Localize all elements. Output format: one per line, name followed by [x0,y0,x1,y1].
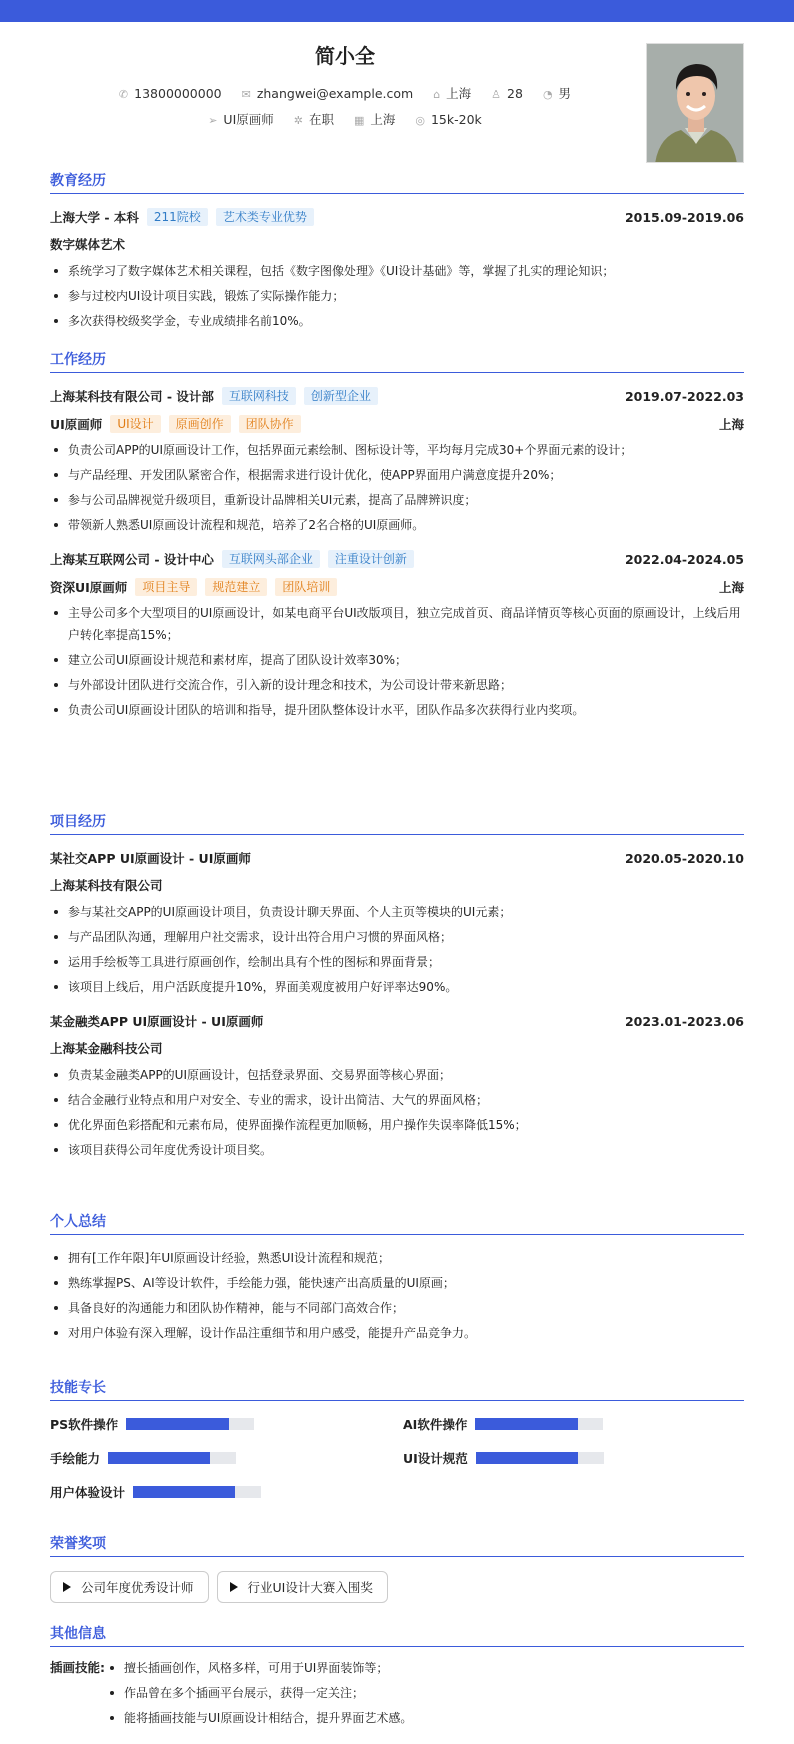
list-item: 拥有[工作年限]年UI原画设计经验，熟悉UI设计流程和规范； [50,1247,744,1269]
project-title: 某社交APP UI原画设计 - UI原画师 [50,851,251,866]
role-tag: 团队协作 [239,415,301,433]
list-item: 能将插画技能与UI原画设计相结合，提升界面艺术感。 [106,1707,744,1729]
work-date: 2022.04-2024.05 [624,551,744,567]
intent-city: ▦ 上海 [353,112,396,127]
skill-item: AI软件操作 [403,1415,603,1433]
project-title: 某金融类APP UI原画设计 - UI原画师 [50,1014,264,1029]
skills-section [50,1379,744,1499]
awards-list [50,1571,744,1603]
work-header-row [50,544,744,574]
contact-phone: ✆ 13800000000 [118,86,222,101]
project-date: 2023.01-2023.06 [624,1013,744,1029]
list-item: 带领新人熟悉UI原画设计流程和规范，培养了2名合格的UI原画师。 [50,514,744,536]
list-item: 主导公司多个大型项目的UI原画设计，如某电商平台UI改版项目，独立完成首页、商品详情页等核心页面的原画设计，上线后用户转化率提高15%； [50,602,744,646]
skills-title: 技能专长 [50,1379,744,1401]
intent-salary: ◎ 15k-20k [415,112,482,127]
company-tag: 注重设计创新 [328,550,414,568]
list-item: 参与某社交APP的UI原画设计项目，负责设计聊天界面、个人主页等模块的UI元素； [50,901,744,923]
awards-title: 荣誉奖项 [50,1535,744,1557]
list-item: 结合金融行业特点和用户对安全、专业的需求，设计出简洁、大气的界面风格； [50,1089,744,1111]
work-title: 工作经历 [50,351,744,373]
project-company: 上海某科技有限公司 [50,878,163,893]
education-section [50,172,744,335]
skill-fill [108,1452,210,1464]
skill-fill [475,1418,577,1430]
summary-bullets [50,1247,744,1344]
other-label: 插画技能: [50,1660,105,1675]
company-tag: 互联网科技 [222,387,296,405]
skill-bar [126,1418,254,1430]
skill-bar [108,1452,236,1464]
role-name: UI原画师 [50,417,103,432]
other-block [50,1657,744,1729]
list-item: 系统学习了数字媒体艺术相关课程，包括《数字图像处理》《UI设计基础》等，掌握了扎实的理论知识； [50,260,744,282]
play-icon [230,1582,238,1592]
role-tag: 项目主导 [135,578,197,596]
top-accent-bar [0,0,794,22]
role-tag: 规范建立 [205,578,267,596]
avatar-illustration [647,44,744,163]
project-bullets [50,1064,744,1161]
candidate-name: 简小全 [315,44,375,68]
mail-icon: ✉ [241,88,251,101]
major: 数字媒体艺术 [50,237,126,252]
list-item: 优化界面色彩搭配和元素布局，使界面操作流程更加顺畅，用户操作失误率降低15%； [50,1114,744,1136]
skill-item: PS软件操作 [50,1415,254,1433]
phone-icon: ✆ [118,88,129,101]
list-item: 与产品团队沟通，理解用户社交需求，设计出符合用户习惯的界面风格； [50,926,744,948]
role-name: 资深UI原画师 [50,580,128,595]
role-tag: 原画创作 [169,415,231,433]
list-item: 与产品经理、开发团队紧密合作，根据需求进行设计优化，使APP界面用户满意度提升20%； [50,464,744,486]
contact-email[interactable]: ✉ zhangwei@example.com [241,86,414,101]
school-name: 上海大学 - 本科 [50,210,139,225]
list-item: 建立公司UI原画设计规范和素材库，提高了团队设计效率30%； [50,649,744,671]
company-tag: 互联网头部企业 [222,550,320,568]
company-tag: 创新型企业 [304,387,378,405]
gender-icon: ◔ [542,88,553,101]
send-icon: ➢ [208,114,218,127]
status-icon: ✲ [293,114,303,127]
building-icon: ▦ [353,114,365,127]
skill-bar [475,1418,603,1430]
work-date: 2019.07-2022.03 [624,388,744,404]
skill-item: UI设计规范 [403,1449,604,1467]
award-chip[interactable]: 行业UI设计大赛入围奖 [217,1571,388,1603]
list-item: 擅长插画创作，风格多样，可用于UI界面装饰等； [106,1657,744,1679]
education-date: 2015.09-2019.06 [624,209,744,225]
list-item: 与外部设计团队进行交流合作，引入新的设计理念和技术，为公司设计带来新思路； [50,674,744,696]
summary-title: 个人总结 [50,1213,744,1235]
role-tag: UI设计 [110,415,160,433]
project-bullets [50,901,744,998]
skill-item: 用户体验设计 [50,1483,261,1501]
list-item: 该项目获得公司年度优秀设计项目奖。 [50,1139,744,1161]
list-item: 作品曾在多个插画平台展示，获得一定关注； [106,1682,744,1704]
skill-bar [476,1452,604,1464]
play-icon [63,1582,71,1592]
projects-title: 项目经历 [50,813,744,835]
list-item: 该项目上线后，用户活跃度提升10%，界面美观度被用户好评率达90%。 [50,976,744,998]
skill-item: 手绘能力 [50,1449,236,1467]
list-item: 多次获得校级奖学金，专业成绩排名前10%。 [50,310,744,332]
home-icon: ⌂ [433,88,441,101]
intent-position: ➢ UI原画师 [208,112,274,127]
contact-age: ♙ 28 [491,86,523,101]
skill-bar [133,1486,261,1498]
salary-icon: ◎ [415,114,425,127]
role-row [50,574,744,600]
contact-city: ⌂ 上海 [433,86,472,101]
list-item: 负责公司UI原画设计团队的培训和指导，提升团队整体设计水平，团队作品多次获得行业内奖项。 [50,699,744,721]
age-icon: ♙ [491,88,502,101]
list-item: 参与公司品牌视觉升级项目，重新设计品牌相关UI元素，提高了品牌辨识度； [50,489,744,511]
intent-status: ✲ 在职 [293,112,334,127]
job-intent-row [50,110,640,128]
education-title: 教育经历 [50,172,744,194]
company-name: 上海某互联网公司 - 设计中心 [50,552,214,567]
company-name: 上海某科技有限公司 - 设计部 [50,389,214,404]
avatar-photo [646,43,744,163]
list-item: 熟练掌握PS、AI等设计软件，手绘能力强，能快速产出高质量的UI原画； [50,1272,744,1294]
summary-section [50,1213,744,1347]
skill-fill [126,1418,228,1430]
other-section [50,1625,744,1732]
work-city: 上海 [718,580,744,595]
other-bullets [106,1657,744,1729]
list-item: 对用户体验有深入理解，设计作品注重细节和用户感受，能提升产品竞争力。 [50,1322,744,1344]
resume-header [50,22,744,172]
list-item: 负责某金融类APP的UI原画设计，包括登录界面、交易界面等核心界面； [50,1064,744,1086]
contact-row [50,84,640,102]
school-tag: 211院校 [147,208,208,226]
projects-section [50,813,744,1164]
project-header-row [50,843,744,873]
work-bullets [50,602,744,721]
work-bullets [50,439,744,536]
education-header-row [50,202,744,232]
skill-fill [476,1452,578,1464]
project-company: 上海某金融科技公司 [50,1041,163,1056]
other-title: 其他信息 [50,1625,744,1647]
work-header-row [50,381,744,411]
work-city: 上海 [718,417,744,432]
resume-page [50,22,744,1725]
project-header-row [50,1006,744,1036]
award-chip[interactable]: 公司年度优秀设计师 [50,1571,209,1603]
project-date: 2020.05-2020.10 [624,850,744,866]
list-item: 具备良好的沟通能力和团队协作精神，能与不同部门高效合作； [50,1297,744,1319]
skills-grid [50,1401,744,1499]
contact-gender: ◔ 男 [542,86,572,101]
role-row [50,411,744,437]
list-item: 运用手绘板等工具进行原画创作，绘制出具有个性的图标和界面背景； [50,951,744,973]
school-tag: 艺术类专业优势 [216,208,314,226]
list-item: 负责公司APP的UI原画设计工作，包括界面元素绘制、图标设计等，平均每月完成30+个界面元素的设计； [50,439,744,461]
skill-fill [133,1486,235,1498]
role-tag: 团队培训 [275,578,337,596]
awards-section [50,1535,744,1603]
education-bullets [50,260,744,332]
work-section [50,351,744,724]
list-item: 参与过校内UI设计项目实践，锻炼了实际操作能力； [50,285,744,307]
